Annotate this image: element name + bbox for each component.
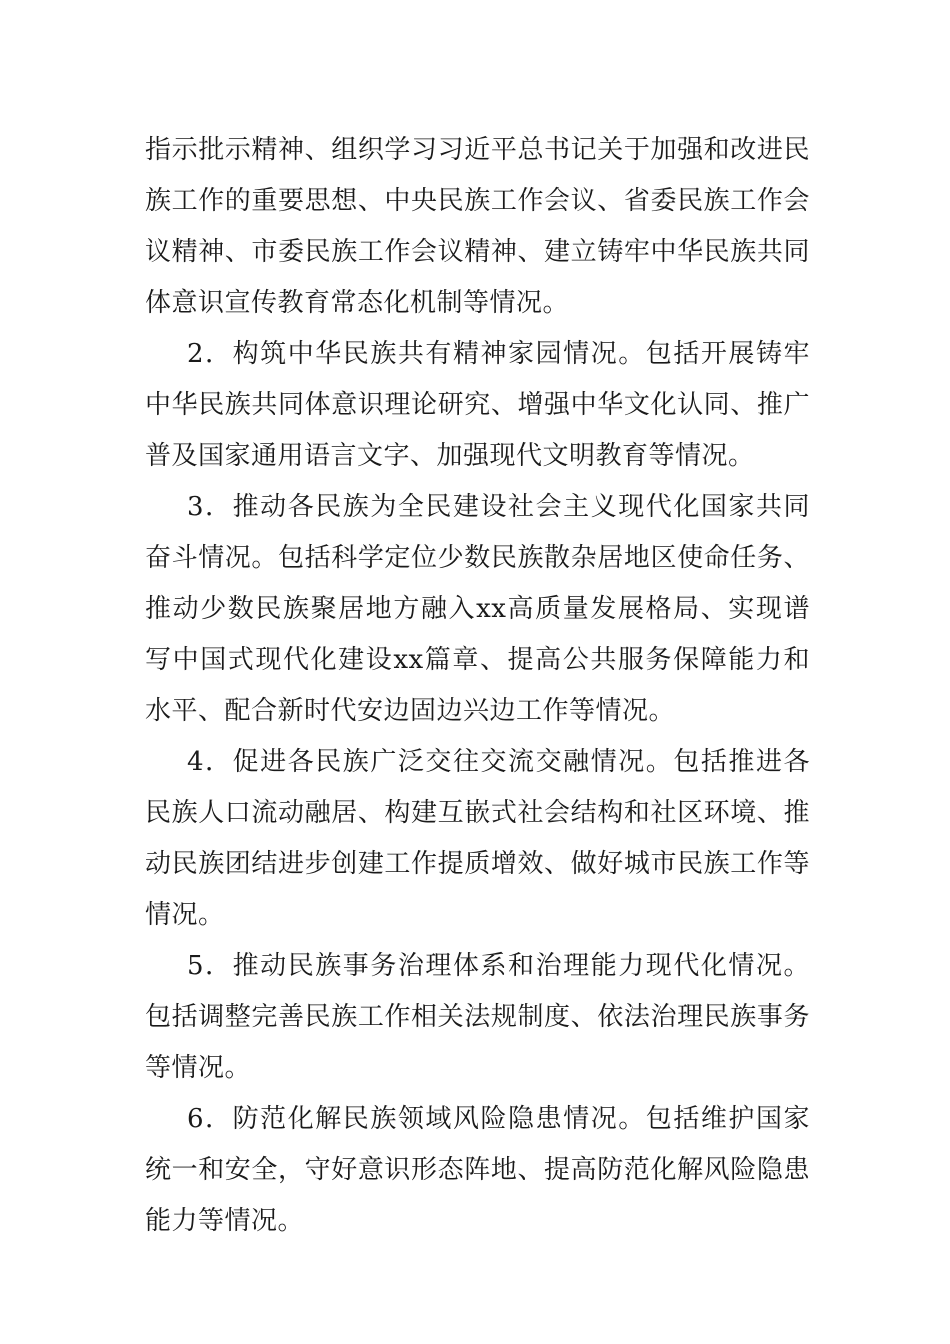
document-body bbox=[145, 125, 810, 1247]
paragraph-item-2: 2．构筑中华民族共有精神家园情况。包括开展铸牢中华民族共同体意识理论研究、增强中华文化认同、推广普及国家通用语言文字、加强现代文明教育等情况。 bbox=[145, 339, 810, 471]
paragraph-item-4: 4．促进各民族广泛交往交流交融情况。包括推进各民族人口流动融居、构建互嵌式社会结构和社区环境、推动民族团结进步创建工作提质增效、做好城市民族工作等情况。 bbox=[145, 747, 810, 930]
paragraph-item-5: 5．推动民族事务治理体系和治理能力现代化情况。包括调整完善民族工作相关法规制度、依法治理民族事务等情况。 bbox=[145, 951, 810, 1083]
paragraph-item-3: 3．推动各民族为全民建设社会主义现代化国家共同奋斗情况。包括科学定位少数民族散杂居地区使命任务、推动少数民族聚居地方融入xx高质量发展格局、实现谱写中国式现代化建设xx篇章、提高公共服务保障能力和水平、配合新时代安边固边兴边工作等情况。 bbox=[145, 492, 810, 726]
paragraph-continuation: 指示批示精神、组织学习习近平总书记关于加强和改进民族工作的重要思想、中央民族工作会议、省委民族工作会议精神、市委民族工作会议精神、建立铸牢中华民族共同体意识宣传教育常态化机制等情况。 bbox=[145, 135, 810, 318]
paragraph-item-6: 6．防范化解民族领域风险隐患情况。包括维护国家统一和安全，守好意识形态阵地、提高防范化解风险隐患能力等情况。 bbox=[145, 1104, 810, 1236]
